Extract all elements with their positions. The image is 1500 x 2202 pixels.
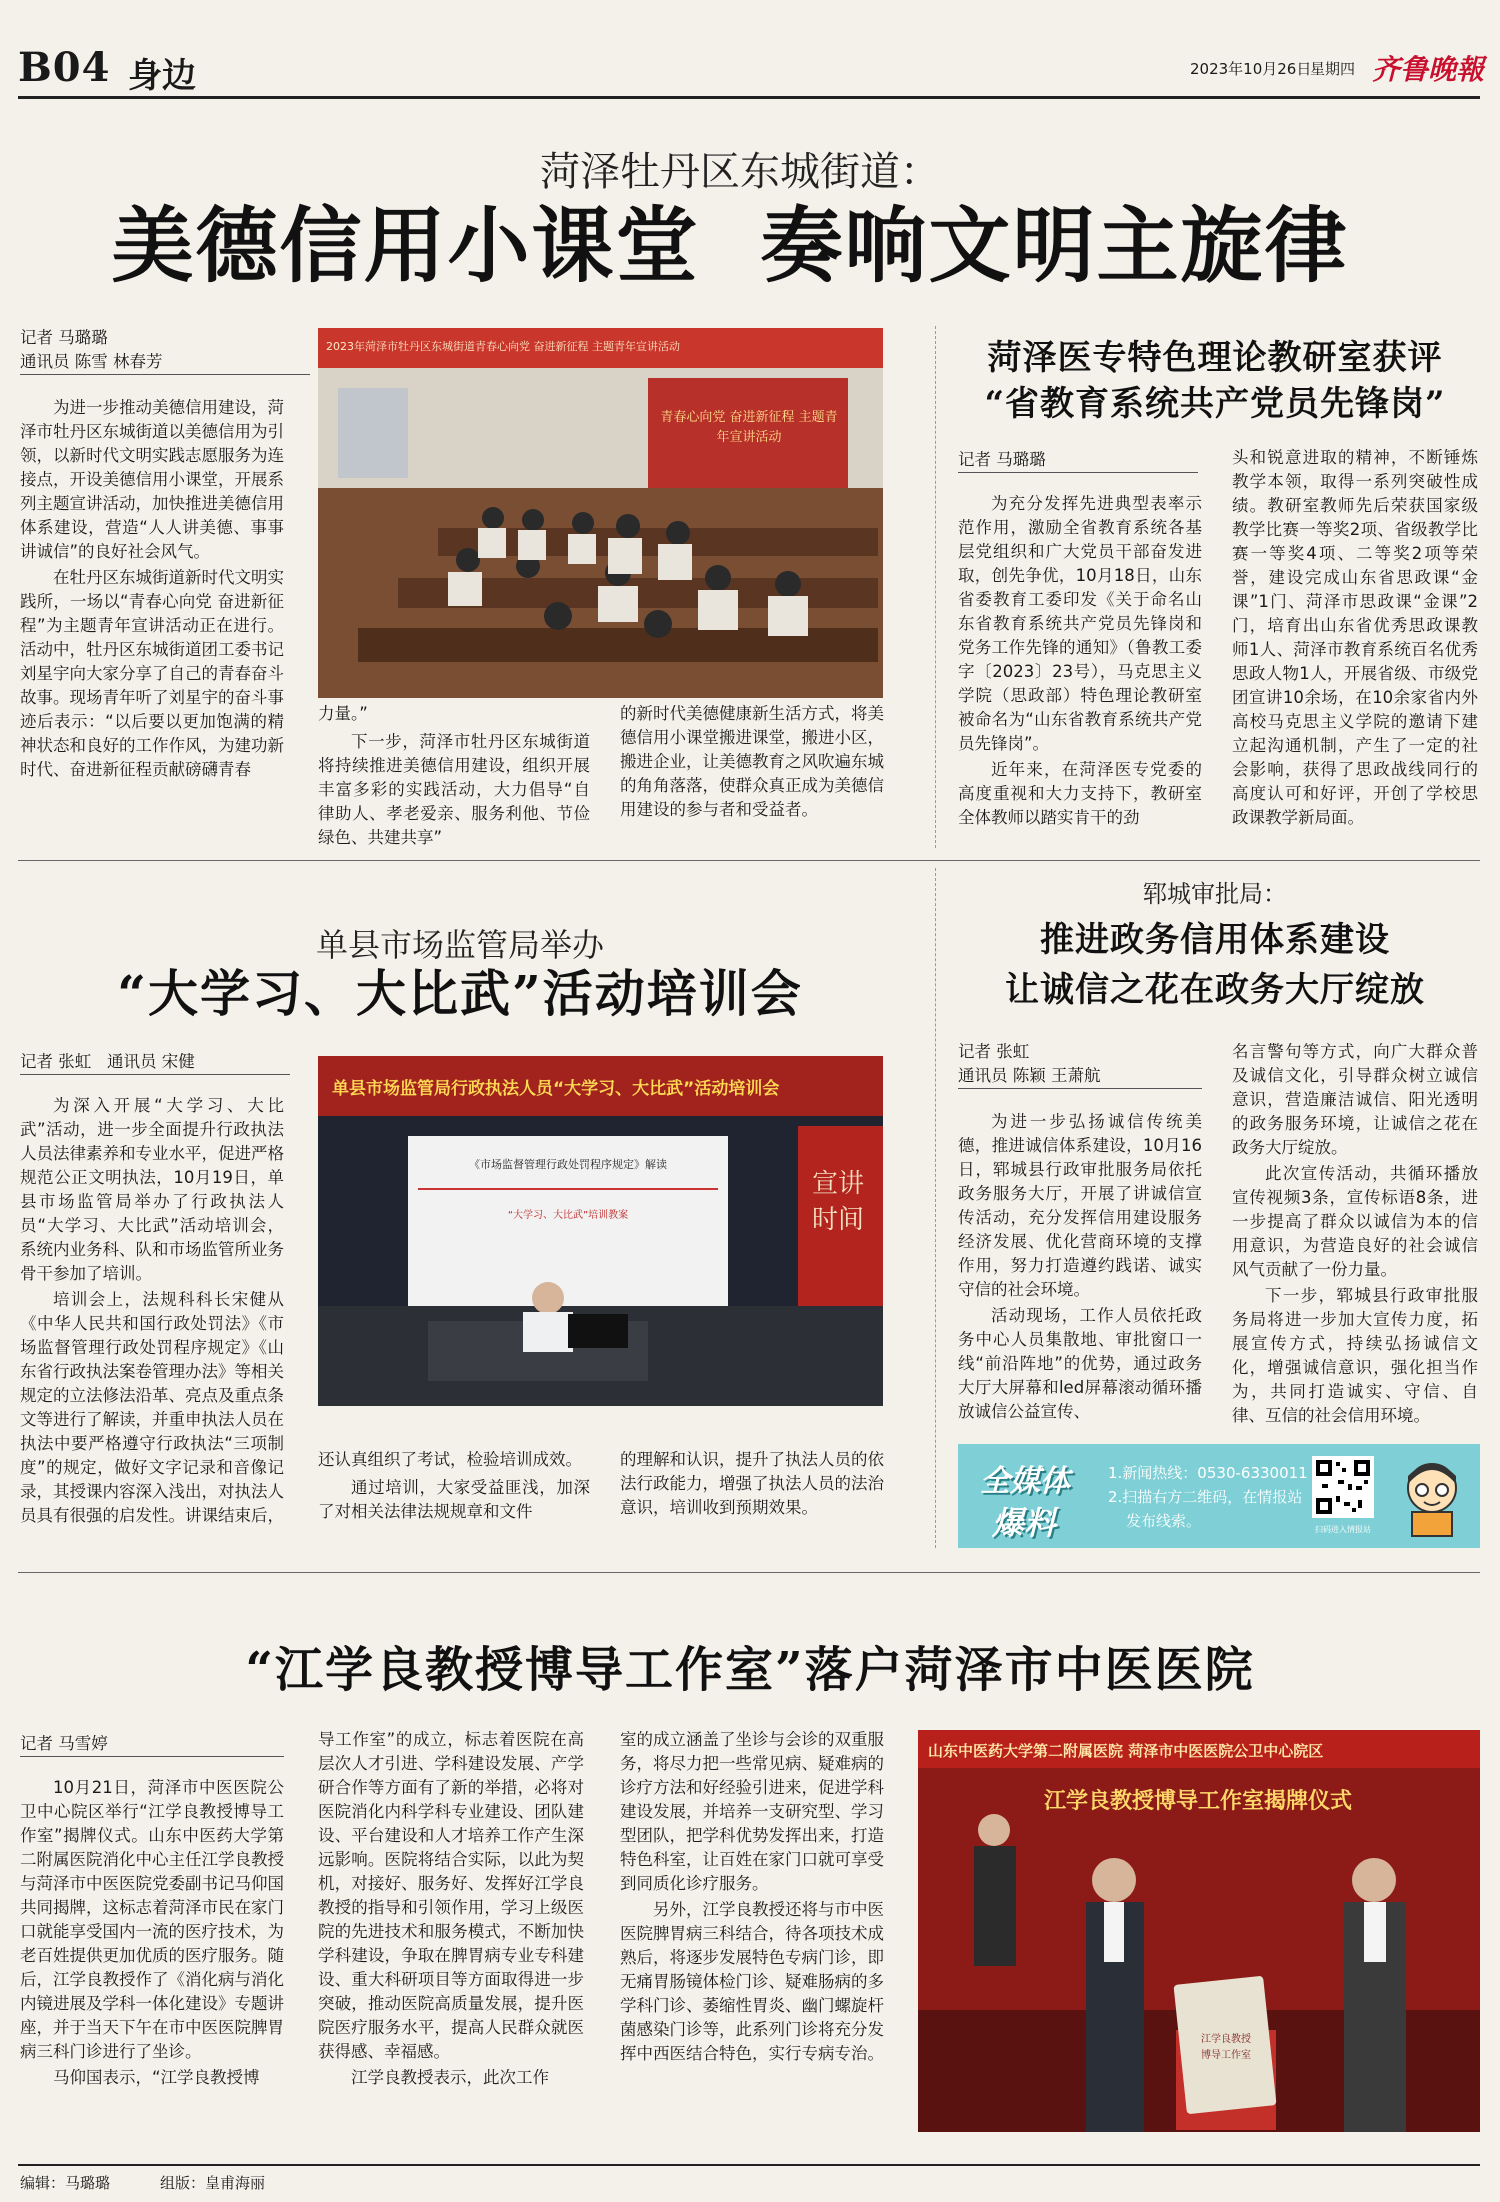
paragraph: 江学良教授表示，此次工作 (351, 2068, 549, 2087)
photo-banner-text: 2023年菏泽市牡丹区东城街道青春心向党 奋进新征程 主题青年宣讲活动 (326, 340, 680, 353)
article2-headline-line2: “省教育系统共产党员先锋岗” (984, 384, 1446, 424)
article5-headline: “江学良教授博导工作室”落户菏泽市中医医院 (245, 1642, 1255, 1698)
article4-col1 (958, 1110, 1202, 1424)
paragraph: 为进一步弘扬诚信传统美德，推进诚信体系建设，10月16日，郓城县行政审批服务局依托政务服务大厅，开展了讲诚信宣传活动，充分发挥信用建设服务经济发展、优化营商环境的支撑作用，努力打造遵约践诺、诚实守信的社会环境。 (958, 1112, 1202, 1299)
ad-title-line2: 爆料 (992, 1504, 1057, 1542)
ad-line3: 发布线索。 (1126, 1512, 1202, 1530)
paragraph: 还认真组织了考试，检验培训成效。 (318, 1450, 582, 1469)
article1-col2 (318, 702, 590, 850)
article5-col2 (318, 1728, 584, 2090)
paragraph: 近年来，在菏泽医专党委的高度重视和大力支持下，教研室全体教师以踏实肯干的劲 (958, 760, 1202, 827)
ad-qr-caption: 扫码进入情报站 (1315, 1525, 1371, 1534)
photo-screen-text: 江学良教授博导工作室揭牌仪式 (1043, 1788, 1352, 1814)
article2-col2 (1232, 446, 1478, 830)
paragraph: 马仰国表示，“江学良教授博 (53, 2068, 260, 2087)
paragraph: 下一步，郓城县行政审批服务局将进一步加大宣传力度，拓展宣传方式，持续弘扬诚信文化，增强诚信意识，强化担当作为，共同打造诚实、守信、自律、互信的社会信用环境。 (1232, 1286, 1478, 1425)
paragraph: 为充分发挥先进典型表率示范作用，激励全省教育系统各基层党组织和广大党员干部奋发进取，创先争优，10月18日，山东省委教育工委印发《关于命名山东省教育系统共产党员先锋岗和党务工作先锋的通知》（鲁教工委字〔2023〕23号），马克思主义学院（思政部）特色理论教研室被命名为“山东省教育系统共产党员先锋岗”。 (958, 494, 1202, 753)
paragraph: 此次宣传活动，共循环播放宣传视频3条，宣传标语8条，进一步提高了群众以诚信为本的信用意识，为营造良好的社会诚信风气贡献了一份力量。 (1232, 1164, 1478, 1279)
article2-col1 (958, 492, 1202, 830)
photo-slide-title: 《市场监督管理行政处罚程序规定》解读 (469, 1158, 667, 1171)
footer-layout: 组版：皇甫海丽 (160, 2174, 266, 2192)
article5-photo (918, 1730, 1480, 2132)
footer-editor: 编辑：马璐璐 (20, 2174, 111, 2192)
ad-title-line1: 全媒体 (980, 1464, 1070, 1499)
paragraph: 另外，江学良教授还将与市中医医院脾胃病三科结合，待各项技术成熟后，将逐步发展特色专病门诊，即无痛胃肠镜体检门诊、疑难肠病的多学科门诊、萎缩性胃炎、幽门螺旋杆菌感染门诊等，此系列门诊将充分发挥中西医结合特色，实行专病专治。 (620, 1900, 884, 2063)
photo-side-sign: 宣讲时间 (811, 1169, 864, 1235)
photo-plaque-line1: 江学良教授 (1201, 2034, 1251, 2045)
article3-photo (318, 1056, 883, 1406)
article5-col3 (620, 1728, 884, 2066)
paragraph: 通过培训，大家受益匪浅，加深了对相关法律法规规章和文件 (318, 1478, 590, 1521)
section-divider (18, 1572, 1480, 1573)
ad-line1: 1.新闻热线：0530-6330011 (1108, 1464, 1308, 1482)
article2-reporter: 记者 马璐璐 (958, 448, 1198, 473)
paper-logo: 齐鲁晚報 (1372, 53, 1485, 86)
article4-byline (958, 1040, 1202, 1089)
paragraph: 为进一步推动美德信用建设，菏泽市牡丹区东城街道以美德信用为引领，以新时代文明实践志愿服务为连接点，开设美德信用小课堂，开展系列主题宣讲活动，加快推进美德信用体系建设，营造“人人讲美德、事事讲诚信”的良好社会风气。 (20, 398, 284, 561)
article1-col1 (20, 396, 284, 782)
article3-headline: “大学习、大比武”活动培训会 (117, 964, 803, 1023)
article1-headline: 美德信用小课堂 奏响文明主旋律 (111, 198, 1349, 294)
article5-col1 (20, 1776, 284, 2090)
issue-weekday: 星期四 (1310, 60, 1356, 78)
article3-col3 (620, 1448, 884, 1520)
article3-correspondent: 通讯员 宋健 (107, 1052, 195, 1071)
qr-code-icon (1312, 1456, 1374, 1518)
article4-headline-line1: 推进政务信用体系建设 (1040, 920, 1390, 960)
paragraph: 培训会上，法规科科长宋健从《中华人民共和国行政处罚法》《市场监督管理行政处罚程序规定》《山东省行政执法案卷管理办法》等相关规定的立法修法沿革、亮点及重点条文等进行了解读，并重申执法人员在执法中要严格遵守行政执法“三项制度”的规定，做好文字记录和音像记录，其授课内容深入浅出，对执法人员具有很强的启发性。讲课结束后， (20, 1290, 284, 1525)
article4-reporter: 记者 张虹 (958, 1042, 1030, 1061)
article1-correspondent: 通讯员 陈雪 林春芳 (20, 350, 310, 375)
section-divider (18, 860, 1480, 861)
photo-banner-text: 单县市场监管局行政执法人员“大学习、大比武”活动培训会 (332, 1079, 780, 1099)
article4-correspondent: 通讯员 陈颖 王萧航 (958, 1064, 1202, 1089)
article4-headline-line2: 让诚信之花在政务大厅绽放 (1005, 970, 1425, 1010)
photo-plaque-line2: 博导工作室 (1201, 2050, 1251, 2061)
paragraph: 名言警句等方式，向广大群众普及诚信文化，引导群众树立诚信意识，营造廉洁诚信、阳光透明的政务服务环境，让诚信之花在政务大厅绽放。 (1232, 1042, 1478, 1157)
paragraph: 为深入开展“大学习、大比武”活动，进一步全面提升行政执法人员法律素养和专业水平，促进严格规范公正文明执法，10月19日，单县市场监管局举办了行政执法人员“大学习、大比武”活动培训会，系统内业务科、队和市场监管所业务骨干参加了培训。 (20, 1096, 284, 1283)
article3-col1 (20, 1058, 284, 1528)
paragraph: 的理解和认识，提升了执法人员的依法行政能力，增强了执法人员的法治意识，培训收到预期效果。 (620, 1450, 884, 1517)
paragraph: 室的成立涵盖了坐诊与会诊的双重服务，将尽力把一些常见病、疑难病的诊疗方法和好经验引进来，促进学科建设发展，并培养一支研究型、学习型团队，把学科优势发挥出来，打造特色科室，让百姓在家门口就可享受到同质化诊疗服务。 (620, 1730, 884, 1893)
article1-kicker: 菏泽牡丹区东城街道： (540, 149, 940, 195)
article2-headline-line1: 菏泽医专特色理论教研室获评 (987, 338, 1443, 378)
column-divider (935, 326, 936, 848)
paragraph: 头和锐意进取的精神，不断锤炼教学本领，取得一系列突破性成绩。教研室教师先后荣获国家级教学比赛一等奖2项、省级教学比赛一等奖4项、二等奖2项等荣誉，建设完成山东省思政课“金课”1门、菏泽市思政课“金课”2门，培育出山东省优秀思政课教师1人、菏泽市教育系统百名优秀思政人物1人，开展省级、市级党团宣讲10余场，在10余家省内外高校马克思主义学院的邀请下建立起沟通机制，产生了一定的社会影响，获得了思政战线同行的高度认可和好评，开创了学校思政课教学新局面。 (1232, 448, 1478, 827)
paragraph: 活动现场，工作人员依托政务中心人员集散地、审批窗口一线“前沿阵地”的优势，通过政务大厅大屏幕和led屏幕滚动循环播放诚信公益宣传、 (958, 1306, 1202, 1421)
photo-screen-text: 青春心向党 奋进新征程 主题青年宣讲活动 (660, 410, 838, 445)
article1-reporter: 记者 马璐璐 (20, 328, 108, 347)
paragraph: 在牡丹区东城街道新时代文明实践所，一场以“青春心向党 奋进新征程”为主题青年宣讲活动正在进行。活动中，牡丹区东城街道团工委书记刘星宇向大家分享了自己的青春奋斗故事。现场青年听了刘星宇的奋斗事迹后表示：“以后要以更加饱满的精神状态和良好的工作作风，为建功新时代、奋进新征程贡献磅礴青春 (20, 568, 284, 779)
paragraph: 导工作室”的成立，标志着医院在高层次人才引进、学科建设发展、产学研合作等方面有了新的举措，必将对医院消化内科学科专业建设、团队建设、平台建设和人才培养工作产生深远影响。医院将结合实际，以此为契机，对接好、服务好、发挥好江学良教授的指导和引领作用，学习上级医院的先进技术和服务模式，不断加快学科建设，争取在脾胃病专业专科建设、重大科研项目等方面取得进一步突破，推动医院高质量发展，提升医院医疗服务水平，提高人民群众就医获得感、幸福感。 (318, 1730, 584, 2061)
photo-banner-text: 山东中医药大学第二附属医院 菏泽市中医医院公卫中心院区 (928, 1742, 1324, 1760)
paragraph: 10月21日，菏泽市中医医院公卫中心院区举行“江学良教授博导工作室”揭牌仪式。山东中医药大学第二附属医院消化中心主任江学良教授与菏泽市中医医院党委副书记马仰国共同揭牌，这标志着菏泽市民在家门口就能享受国内一流的医疗技术，为老百姓提供更加优质的医疗服务。随后，江学良教授作了《消化病与消化内镜进展及学科一体化建设》专题讲座，并于当天下午在市中医医院脾胃病三科门诊进行了坐诊。 (20, 1778, 284, 2061)
article3-reporter: 记者 张虹 (20, 1052, 92, 1071)
article3-col2 (318, 1448, 590, 1524)
article3-kicker: 单县市场监管局举办 (315, 926, 604, 964)
photo-slide-subtitle: “大学习、大比武”培训教案 (507, 1210, 629, 1221)
article1-byline (20, 326, 310, 375)
paragraph: 下一步，菏泽市牡丹区东城街道将持续推进美德信用建设，组织开展丰富多彩的实践活动，大力倡导“自律助人、孝老爱亲、服务利他、节俭绿色、共建共享” (318, 732, 590, 847)
column-divider (935, 868, 936, 1548)
footer-rule (18, 2164, 1480, 2166)
meeting-room-illustration (318, 328, 883, 698)
masthead-rule (18, 96, 1480, 99)
article1-col3 (620, 702, 884, 822)
page-code: B04 (18, 44, 111, 91)
paragraph: 力量。” (318, 704, 368, 723)
mascot-icon (1394, 1454, 1470, 1538)
tipline-ad (958, 1444, 1480, 1548)
section-name: 身边 (128, 56, 196, 96)
article1-photo (318, 328, 883, 698)
training-room-illustration (318, 1056, 883, 1406)
article5-reporter: 记者 马雪婷 (20, 1732, 284, 1757)
article4-kicker: 郓城审批局： (1143, 880, 1287, 908)
issue-date: 2023年10月26日 (1190, 60, 1312, 78)
ad-line2: 2.扫描右方二维码，在情报站 (1108, 1488, 1303, 1506)
article4-col2 (1232, 1040, 1478, 1428)
paragraph: 的新时代美德健康新生活方式，将美德信用小课堂搬进课堂，搬进小区，搬进企业，让美德教育之风吹遍东城的角角落落，使群众真正成为美德信用建设的参与者和受益者。 (620, 704, 884, 819)
